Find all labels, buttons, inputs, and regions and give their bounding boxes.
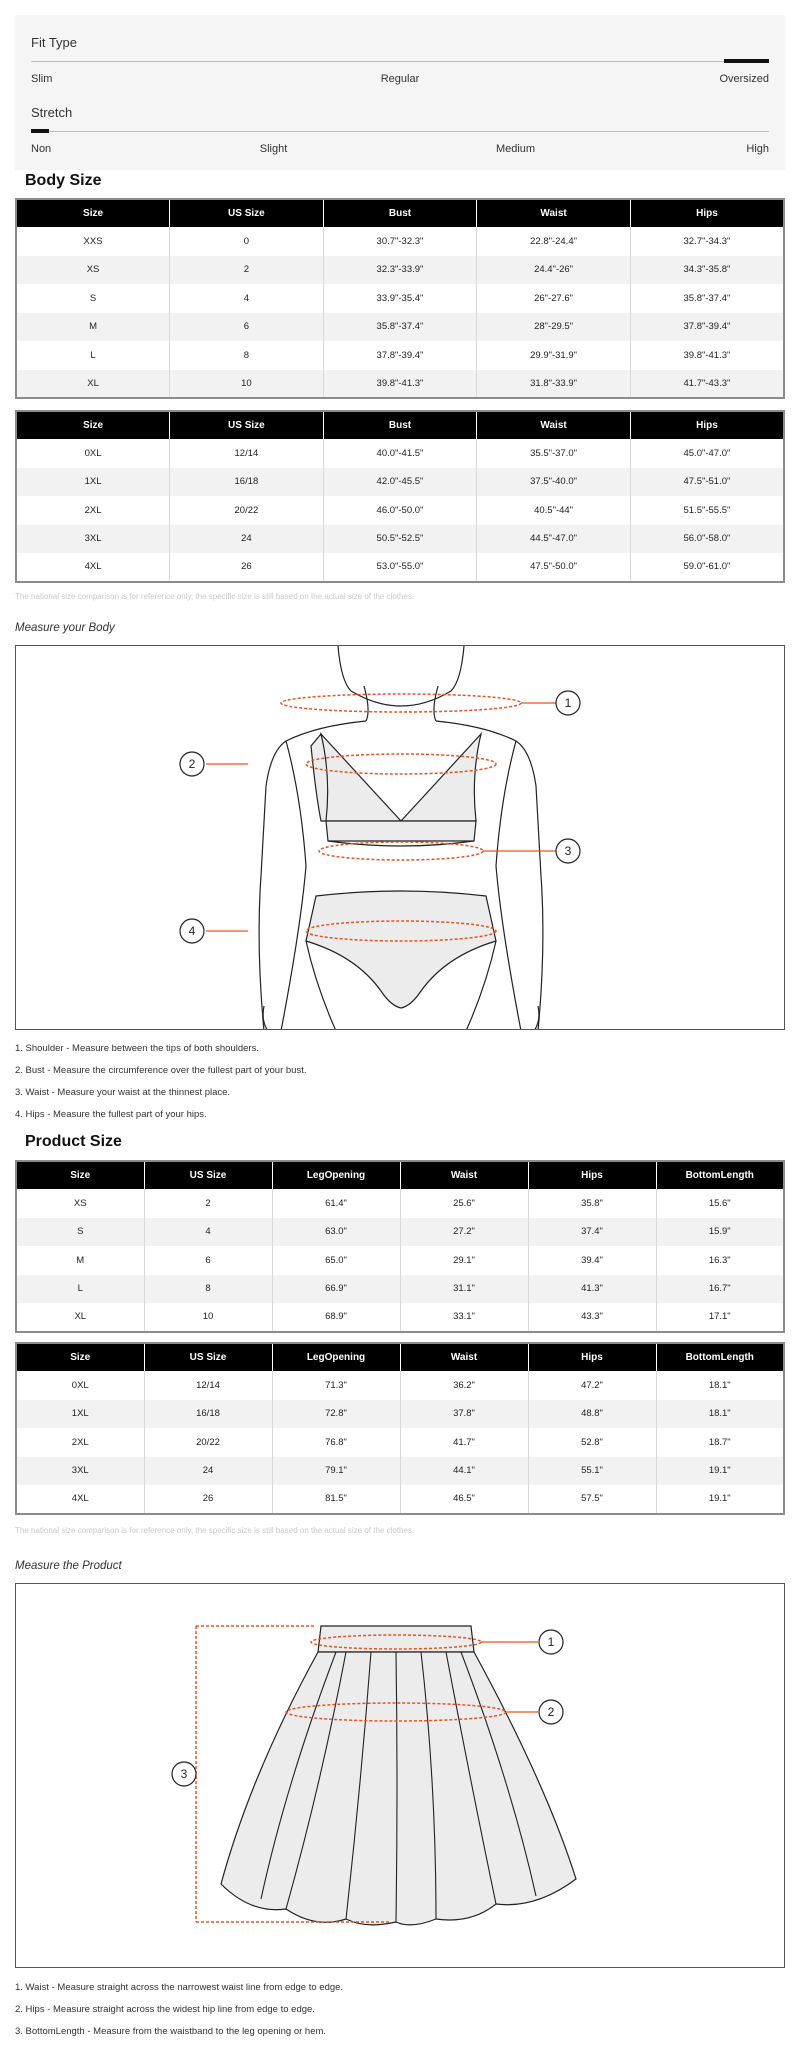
table-cell: 10: [170, 370, 324, 399]
table-cell: 18.1": [656, 1400, 784, 1429]
column-header: US Size: [170, 199, 324, 227]
table-row: [16, 1400, 784, 1429]
table-cell: 17.1": [708, 1311, 731, 1323]
column-header: US Size: [144, 1161, 272, 1189]
column-header: Hips: [528, 1161, 656, 1189]
product-callout-3-label: 3: [180, 1767, 188, 1781]
column-header: Hips: [630, 411, 784, 439]
table-cell: 15.9": [656, 1218, 784, 1247]
table-cell: 37.8"-39.4": [630, 313, 784, 342]
table-cell: XXS: [16, 227, 170, 256]
stretch-label-medium: Medium: [495, 143, 536, 155]
head-outline: [338, 646, 464, 706]
table-row: [16, 1428, 784, 1457]
fit-panel: [15, 15, 785, 170]
table-cell: 16.3": [708, 1254, 731, 1266]
table-cell: 37.5"-40.0": [477, 468, 631, 497]
product-size-note: The national size comparison is for reference only, the specific size is still based on the actual size of the clothes.: [15, 1526, 415, 1535]
table-row: [16, 341, 784, 370]
table-cell: 57.5": [528, 1485, 656, 1514]
table-cell: XS: [16, 256, 170, 285]
table-cell: 20/22: [170, 496, 324, 525]
table-cell: M: [16, 1246, 144, 1275]
table-row: [16, 525, 784, 554]
neck-outline: [364, 686, 438, 721]
table-cell: 26: [170, 553, 324, 582]
table-cell: 53.0"-55.0": [323, 553, 477, 582]
fit-type-marker: [724, 59, 769, 63]
product-size-title: Product Size: [25, 1133, 122, 1150]
body-size-table-2: [15, 410, 785, 583]
table-row: [16, 1189, 784, 1218]
table-cell: 26: [144, 1485, 272, 1514]
table-cell: L: [16, 341, 170, 370]
table-header-row: [16, 411, 784, 439]
table-cell: 32.3"-33.9": [323, 256, 477, 285]
table-cell: 16.7": [656, 1275, 784, 1304]
table-cell: 35.8": [528, 1189, 656, 1218]
table-cell: L: [16, 1275, 144, 1304]
table-cell: 56.0"-58.0": [630, 525, 784, 554]
table-cell: 8: [144, 1275, 272, 1304]
table-cell: 40.0"-41.5": [323, 439, 477, 468]
table-header-row: [16, 1161, 784, 1189]
column-header: BottomLength: [656, 1343, 784, 1371]
column-header: Hips: [630, 199, 784, 227]
measure-body-subtitle: Measure your Body: [15, 622, 115, 634]
table-cell: 35.5"-37.0": [477, 439, 631, 468]
measure-product-subtitle: Measure the Product: [15, 1560, 122, 1572]
table-cell: 51.5"-55.5": [683, 504, 731, 516]
stretch-label-slight: Slight: [259, 143, 288, 155]
column-header: US Size: [170, 411, 324, 439]
table-cell: XL: [16, 370, 170, 399]
table-cell: 45.0"-47.0": [683, 447, 731, 459]
body-step-1: 1. Shoulder - Measure between the tips of both shoulders.: [15, 1043, 259, 1054]
left-torso-outline: [281, 741, 306, 1030]
product-step-3: 3. BottomLength - Measure from the waistband to the leg opening or hem.: [15, 2026, 327, 2037]
table-cell: 68.9": [272, 1303, 400, 1332]
fit-label-regular: Regular: [380, 73, 420, 85]
column-header: Bust: [323, 411, 477, 439]
column-header: Size: [16, 411, 170, 439]
table-cell: 27.2": [400, 1218, 528, 1247]
table-cell: 12/14: [170, 439, 324, 468]
stretch-marker: [31, 129, 49, 133]
table-cell: 6: [144, 1246, 272, 1275]
table-cell: 28"-29.5": [477, 313, 631, 342]
fit-type-title: Fit Type: [31, 35, 78, 50]
table-cell: 16/18: [144, 1400, 272, 1429]
product-callout-1-label: 1: [547, 1635, 555, 1649]
table-cell: 37.8"-39.4": [323, 341, 477, 370]
table-cell: 35.8"-37.4": [683, 292, 731, 304]
table-cell: 8: [170, 341, 324, 370]
table-cell: 2: [144, 1189, 272, 1218]
table-cell: 37.8": [400, 1400, 528, 1429]
table-cell: 33.9"-35.4": [323, 284, 477, 313]
body-size-title: Body Size: [25, 172, 102, 189]
table-cell: 30.7"-32.3": [323, 227, 477, 256]
table-row: [16, 370, 784, 399]
column-header: Size: [16, 1343, 144, 1371]
stretch-row: [23, 95, 777, 165]
column-header: Waist: [400, 1161, 528, 1189]
table-cell: 76.8": [272, 1428, 400, 1457]
body-measurement-figure: [15, 645, 785, 1030]
table-cell: 47.5"-51.0": [630, 468, 784, 497]
table-cell: 2XL: [16, 1428, 144, 1457]
table-row: [16, 1275, 784, 1304]
table-row: [16, 1218, 784, 1247]
table-cell: 47.2": [528, 1371, 656, 1400]
table-cell: 3XL: [16, 1457, 144, 1486]
column-header: Size: [16, 1161, 144, 1189]
table-cell: XL: [16, 1303, 144, 1332]
table-row: [16, 496, 784, 525]
column-header: Waist: [477, 199, 631, 227]
top-garment: [321, 734, 481, 821]
column-header: Size: [16, 199, 170, 227]
fit-type-row: [23, 25, 777, 95]
table-cell: 25.6": [400, 1189, 528, 1218]
table-cell: 0XL: [16, 439, 170, 468]
waist-measure-line: [319, 842, 483, 860]
table-row: [16, 1303, 784, 1332]
product-step-2: 2. Hips - Measure straight across the widest hip line from edge to edge.: [15, 2004, 315, 2015]
table-row: [16, 468, 784, 497]
table-cell: 39.4": [528, 1246, 656, 1275]
table-cell: XS: [16, 1189, 144, 1218]
table-cell: S: [16, 1218, 144, 1247]
table-cell: 50.5"-52.5": [323, 525, 477, 554]
measure-product-steps: [15, 1982, 343, 2048]
table-row: [16, 1485, 784, 1514]
table-cell: 46.5": [400, 1485, 528, 1514]
table-cell: 22.8"-24.4": [477, 227, 631, 256]
table-cell: 40.5"-44": [477, 496, 631, 525]
column-header: LegOpening: [272, 1343, 400, 1371]
table-cell: 19.1": [708, 1493, 731, 1505]
stretch-label-non: Non: [31, 143, 52, 155]
body-size-note: The national size comparison is for reference only, the specific size is still based on the actual size of the clothes.: [15, 592, 415, 601]
callout-1-label: 1: [564, 696, 572, 710]
table-cell: 61.4": [272, 1189, 400, 1218]
table-cell: 44.1": [400, 1457, 528, 1486]
column-header: Bust: [323, 199, 477, 227]
table-cell: 37.4": [528, 1218, 656, 1247]
body-step-2: 2. Bust - Measure the circumference over the fullest part of your bust.: [15, 1065, 307, 1076]
table-cell: 41.7": [400, 1428, 528, 1457]
table-cell: 1XL: [16, 1400, 144, 1429]
table-cell: 24: [144, 1457, 272, 1486]
table-cell: 81.5": [272, 1485, 400, 1514]
product-step-1: 1. Waist - Measure straight across the narrowest waist line from edge to edge.: [15, 1982, 344, 1993]
table-cell: S: [16, 284, 170, 313]
table-cell: 43.3": [528, 1303, 656, 1332]
table-header-row: [16, 1343, 784, 1371]
table-cell: 10: [144, 1303, 272, 1332]
table-row: [16, 439, 784, 468]
body-illustration: [16, 646, 785, 1030]
fit-label-oversized: Oversized: [719, 73, 769, 85]
column-header: LegOpening: [272, 1161, 400, 1189]
table-cell: 65.0": [272, 1246, 400, 1275]
stretch-label-high: High: [746, 143, 769, 155]
table-cell: 0XL: [16, 1371, 144, 1400]
column-header: Waist: [400, 1343, 528, 1371]
table-cell: 48.8": [528, 1400, 656, 1429]
table-cell: 59.0"-61.0": [683, 561, 731, 573]
table-cell: 55.1": [528, 1457, 656, 1486]
column-header: US Size: [144, 1343, 272, 1371]
table-cell: 31.1": [400, 1275, 528, 1304]
table-cell: 16/18: [170, 468, 324, 497]
table-row: [16, 1457, 784, 1486]
table-cell: 2XL: [16, 496, 170, 525]
table-cell: 18.1": [708, 1379, 731, 1391]
table-cell: 36.2": [400, 1371, 528, 1400]
table-cell: 35.8"-37.4": [323, 313, 477, 342]
table-cell: 71.3": [272, 1371, 400, 1400]
table-cell: 3XL: [16, 525, 170, 554]
table-cell: 6: [170, 313, 324, 342]
column-header: Hips: [528, 1343, 656, 1371]
body-step-3: 3. Waist - Measure your waist at the thinnest place.: [15, 1087, 231, 1098]
product-size-table-2: [15, 1342, 785, 1515]
table-cell: 19.1": [656, 1457, 784, 1486]
table-cell: 41.7"-43.3": [630, 370, 784, 399]
measure-body-steps: [15, 1043, 306, 1131]
body-size-table-1: [15, 198, 785, 399]
table-cell: 24.4"-26": [477, 256, 631, 285]
table-cell: 72.8": [272, 1400, 400, 1429]
fit-label-slim: Slim: [31, 73, 53, 85]
table-cell: 42.0"-45.5": [323, 468, 477, 497]
table-row: [16, 553, 784, 582]
table-header-row: [16, 199, 784, 227]
table-cell: 15.6": [708, 1197, 731, 1209]
table-cell: 4: [144, 1218, 272, 1247]
table-cell: 0: [170, 227, 324, 256]
table-cell: 29.9"-31.9": [477, 341, 631, 370]
bottom-garment: [306, 891, 496, 1008]
table-cell: 79.1": [272, 1457, 400, 1486]
table-cell: 20/22: [144, 1428, 272, 1457]
table-cell: 29.1": [400, 1246, 528, 1275]
table-cell: 18.7": [708, 1436, 731, 1448]
table-cell: 12/14: [144, 1371, 272, 1400]
top-band: [326, 821, 476, 841]
stretch-title: Stretch: [31, 105, 73, 120]
table-cell: 34.3"-35.8": [630, 256, 784, 285]
stretch-track: [31, 131, 769, 132]
callout-3-label: 3: [564, 844, 572, 858]
body-step-4: 4. Hips - Measure the fullest part of your hips.: [15, 1109, 207, 1120]
callout-4-label: 4: [188, 924, 196, 938]
table-cell: 4: [170, 284, 324, 313]
table-cell: 24: [170, 525, 324, 554]
table-row: [16, 227, 784, 256]
table-cell: 39.8"-41.3": [323, 370, 477, 399]
table-cell: 66.9": [272, 1275, 400, 1304]
table-row: [16, 1371, 784, 1400]
table-cell: 44.5"-47.0": [477, 525, 631, 554]
callout-2-label: 2: [188, 757, 196, 771]
product-size-table-1: [15, 1160, 785, 1333]
skirt-body: [221, 1652, 576, 1925]
skirt-illustration: [16, 1584, 785, 1968]
table-cell: 1XL: [16, 468, 170, 497]
table-cell: 4XL: [16, 1485, 144, 1514]
table-row: [16, 256, 784, 285]
product-measurement-figure: [15, 1583, 785, 1968]
table-cell: 47.5"-50.0": [477, 553, 631, 582]
table-cell: 52.8": [528, 1428, 656, 1457]
shoulder-measure-line: [281, 694, 521, 712]
table-cell: 41.3": [528, 1275, 656, 1304]
table-cell: 46.0"-50.0": [323, 496, 477, 525]
table-cell: M: [16, 313, 170, 342]
table-row: [16, 1246, 784, 1275]
table-cell: 4XL: [16, 553, 170, 582]
table-cell: 63.0": [272, 1218, 400, 1247]
column-header: Waist: [477, 411, 631, 439]
table-cell: 31.8"-33.9": [477, 370, 631, 399]
product-callout-2-label: 2: [547, 1705, 555, 1719]
table-row: [16, 313, 784, 342]
right-torso-outline: [496, 741, 521, 1030]
table-cell: 32.7"-34.3": [683, 235, 731, 247]
fit-type-track: [31, 61, 769, 62]
table-cell: 2: [170, 256, 324, 285]
table-row: [16, 284, 784, 313]
table-cell: 33.1": [400, 1303, 528, 1332]
table-cell: 39.8"-41.3": [683, 349, 731, 361]
column-header: BottomLength: [656, 1161, 784, 1189]
table-cell: 26"-27.6": [477, 284, 631, 313]
